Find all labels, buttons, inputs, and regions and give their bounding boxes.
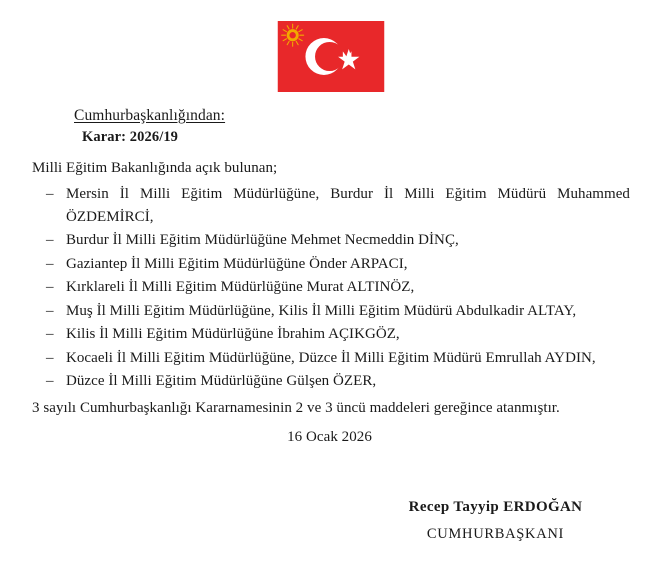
decree-date: 16 Ocak 2026 (287, 429, 372, 445)
list-item (32, 229, 630, 252)
turkish-flag (276, 21, 386, 92)
appointment-text: Düzce İl Milli Eğitim Müdürlüğüne Gülşen ÖZER, (66, 373, 377, 389)
bullet-dash: – (46, 349, 54, 366)
bullet-dash: – (46, 373, 54, 389)
appointment-text: Kırklareli İl Milli Eğitim Müdürlüğüne Murat ALTINÖZ, (66, 279, 415, 295)
list-item (32, 370, 630, 393)
appointment-text: Burdur İl Milli Eğitim Müdürlüğüne Mehmet Necmeddin DİNÇ, (66, 232, 459, 248)
bullet-dash: – (46, 326, 54, 342)
signature-block (330, 497, 661, 544)
list-item (32, 183, 630, 228)
decision-number: Karar: 2026/19 (82, 129, 179, 145)
list-item (32, 276, 630, 299)
decree-body (32, 158, 630, 419)
appointment-text: Kocaeli İl Milli Eğitim Müdürlüğüne, Düzce İl Milli Eğitim Müdürü Emrullah AYDIN, (66, 349, 596, 366)
appointment-text: Muş İl Milli Eğitim Müdürlüğüne, Kilis İl Milli Eğitim Müdürü Abdulkadir ALTAY, (66, 302, 577, 319)
list-item (32, 253, 630, 276)
bullet-dash: – (46, 186, 54, 202)
appointments-list (32, 183, 630, 393)
signatory-name: Recep Tayyip ERDOĞAN (408, 499, 583, 515)
appointment-text: Gaziantep İl Milli Eğitim Müdürlüğüne Önder ARPACI, (66, 255, 408, 272)
bullet-dash: – (46, 302, 54, 319)
intro-text: Milli Eğitim Bakanlığında açık bulunan; (32, 160, 278, 176)
legal-basis-text: 3 sayılı Cumhurbaşkanlığı Kararnamesinin 2 ve 3 üncü maddeleri gereğince atanmıştır. (32, 399, 560, 416)
decree-header (74, 106, 474, 147)
bullet-dash: – (46, 232, 54, 248)
appointment-text: Kilis İl Milli Eğitim Müdürlüğüne İbrahim AÇIKGÖZ, (66, 326, 400, 342)
list-item (32, 323, 630, 346)
signatory-title: CUMHURBAŞKANI (426, 526, 565, 542)
issuing-authority: Cumhurbaşkanlığından: (74, 107, 226, 124)
appointment-text: Mersin İl Milli Eğitim Müdürlüğüne, Burdur İl Milli Eğitim Müdürü Muhammed ÖZDEMİRCİ, (66, 186, 630, 225)
list-item (32, 300, 630, 323)
bullet-dash: – (46, 255, 54, 272)
bullet-dash: – (46, 279, 54, 295)
list-item (32, 347, 630, 370)
turkish-flag-icon (276, 21, 386, 92)
